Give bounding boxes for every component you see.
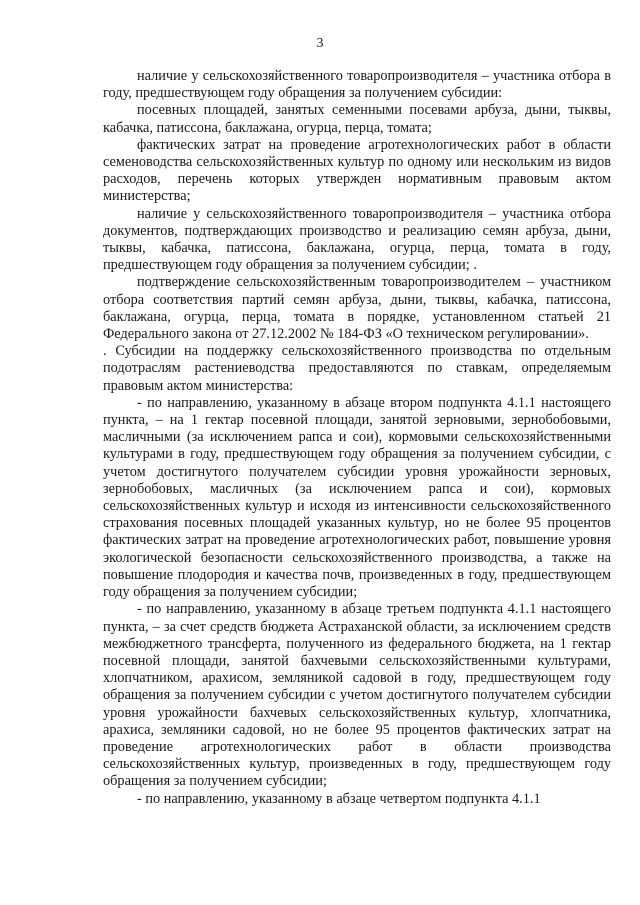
paragraph-2: посевных площадей, занятых семенными посевами арбуза, дыни, тыквы, кабачка, патиссона, баклажана, огурца, перца, томата; — [103, 102, 611, 136]
paragraph-4: наличие у сельскохозяйственного товаропроизводителя – участника отбора документов, подтверждающих производство и реализацию семян арбуза, дыни, тыквы, кабачка, патиссона, баклажана, огурца, перца, томата в году, предшествующем году обращения за получением субсидии; . — [103, 205, 611, 274]
paragraph-6: . Субсидии на поддержку сельскохозяйственного производства по отдельным подотраслям растениеводства предоставляются по ставкам, определяемым правовым актом министерства: — [103, 343, 611, 394]
page-number: 3 — [316, 36, 324, 51]
paragraph-8: - по направлению, указанному в абзаце третьем подпункта 4.1.1 настоящего пункта, – за счет средств бюджета Астраханской области, за исключением средств межбюджетного трансферта, полученного из федерального бюджета, на 1 гектар посевной площади, занятой бахчевыми сельскохозяйственными культурами, хлопчатником, арахисом, земляникой садовой в году, предшествующем году обращения за получением субсидии с учетом достигнутого получателем субсидии уровня урожайности бахчевых сельскохозяйственных культур, хлопчатника, арахиса, земляники садовой, но не более 95 процентов фактических затрат на проведение агротехнологических работ в области производства сельскохозяйственных культур, произведенных в году, предшествующем году обращения за получением субсидии; — [103, 601, 611, 790]
paragraph-9: - по направлению, указанному в абзаце четвертом подпункта 4.1.1 — [137, 790, 541, 807]
paragraph-7: - по направлению, указанному в абзаце втором подпункта 4.1.1 настоящего пункта, – на 1 гектар посевной площади, занятой зерновыми, зернобобовыми, масличными (за исключением рапса и сои), кормовыми сельскохозяйственными культурами в году, предшествующем году обращения за получением субсидии, с учетом достигнутого получателем субсидии уровня урожайности зерновых, зернобобовых, масличных (за исключением рапса и сои), кормовых сельскохозяйственных культур и исходя из интенсивности сельскохозяйственного страхования посевных площадей указанных культур, но не более 95 процентов фактических затрат на проведение агротехнологических работ, повышение уровня экологической безопасности сельскохозяйственного производства, а также на повышение плодородия и качества почв, произведенных в году, предшествующем году обращения за получением субсидии; — [103, 394, 611, 601]
paragraph-3: фактических затрат на проведение агротехнологических работ в области семеноводства сельскохозяйственных культур по одному или нескольким из видов расходов, перечень которых утвержден нормативным правовым актом министерства; — [103, 136, 611, 205]
paragraph-1: наличие у сельскохозяйственного товаропроизводителя – участника отбора в году, предшествующем году обращения за получением субсидии: — [103, 68, 611, 102]
paragraph-5: подтверждение сельскохозяйственным товаропроизводителем – участником отбора соответствия партий семян арбуза, дыни, тыквы, кабачка, патиссона, баклажана, огурца, перца, томата в порядке, установленном статьей 21 Федерального закона от 27.12.2002 № 184-ФЗ «О техническом регулировании». — [103, 274, 611, 343]
document-body — [103, 68, 611, 808]
